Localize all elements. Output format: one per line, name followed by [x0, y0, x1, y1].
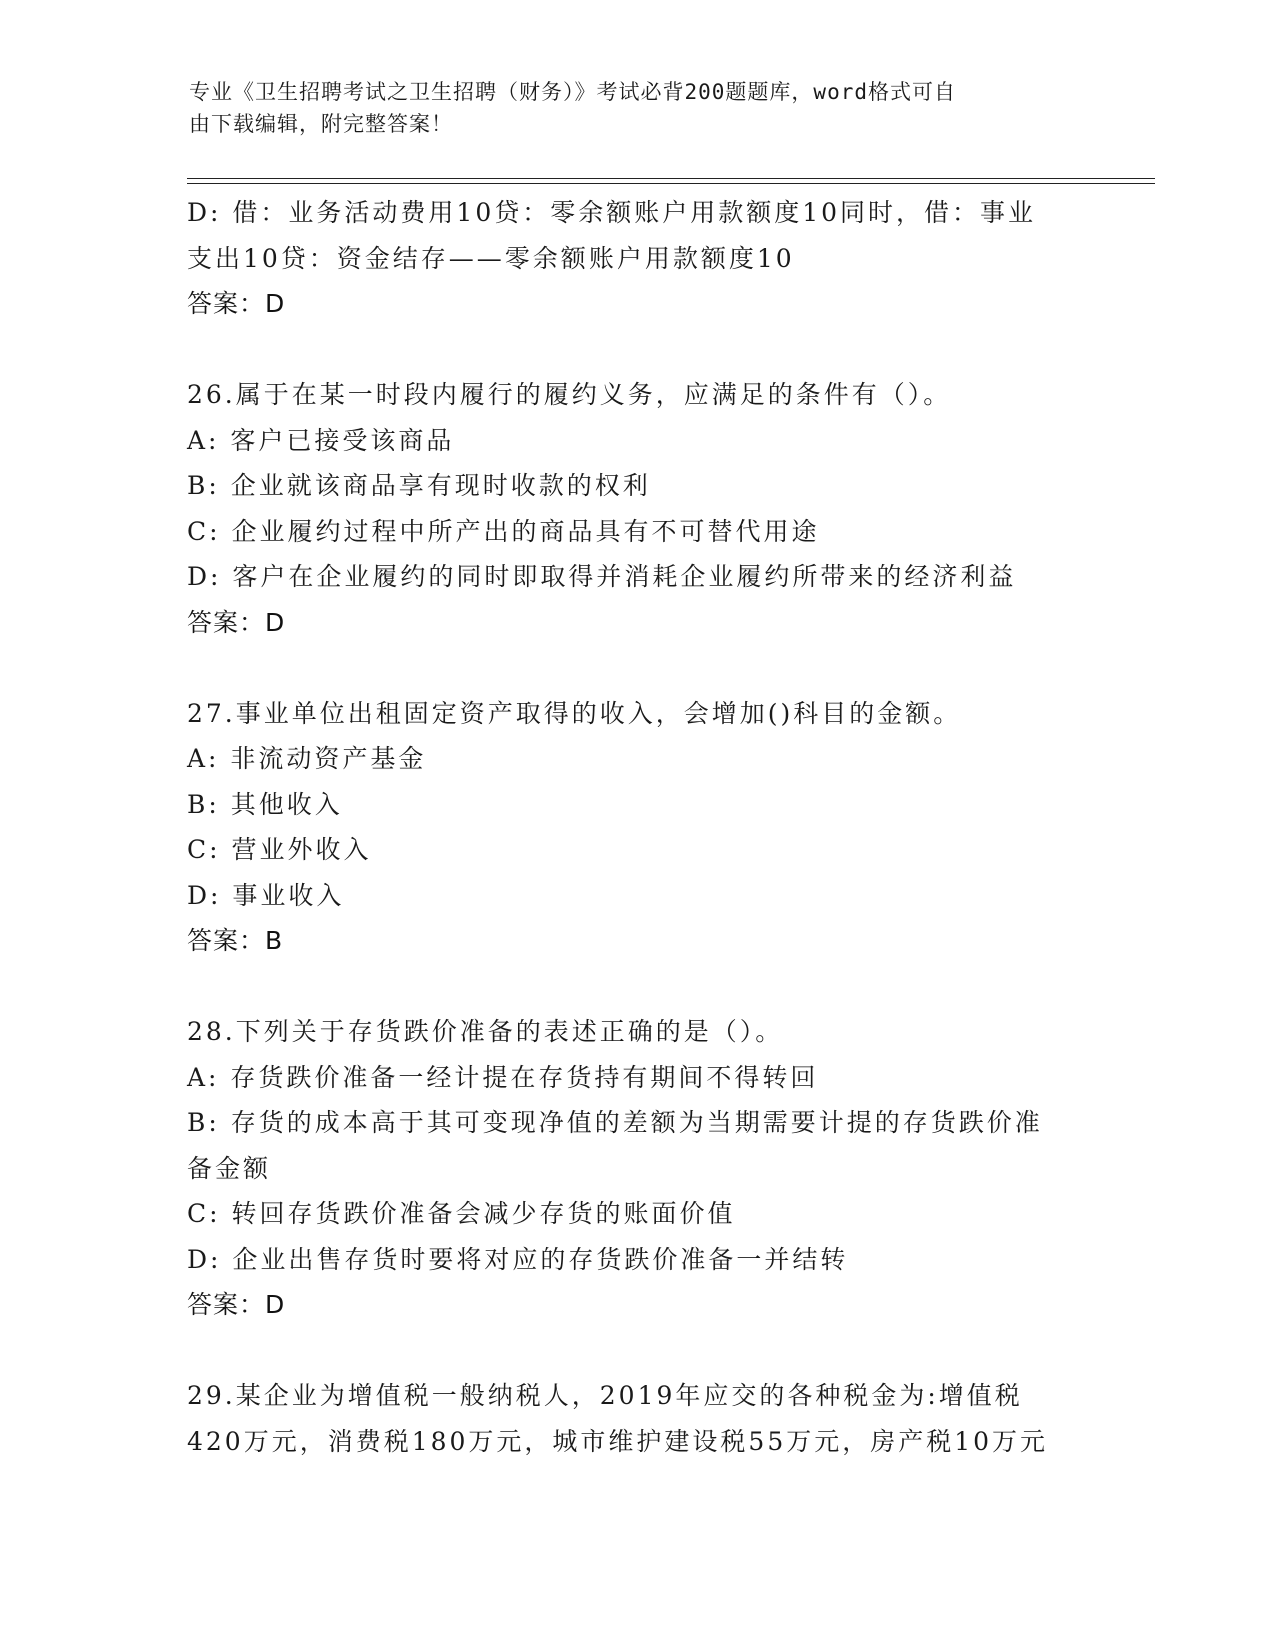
header-divider-bottom [187, 183, 1155, 184]
option-line: C: 企业履约过程中所产出的商品具有不可替代用途 [187, 516, 820, 546]
option-line: B: 存货的成本高于其可变现净值的差额为当期需要计提的存货跌价准 [187, 1108, 1043, 1137]
option-line: D: 企业出售存货时要将对应的存货跌价准备一并结转 [187, 1244, 849, 1274]
option-line: D: 借：业务活动费用10贷：零余额账户用款额度10同时，借：事业 [187, 198, 1037, 227]
option-line: A: 客户已接受该商品 [187, 425, 455, 455]
question-line-continued: 420万元，消费税180万元，城市维护建设税55万元，房产税10万元 [187, 1426, 1049, 1456]
document-header [189, 76, 1069, 140]
option-line: A: 非流动资产基金 [187, 744, 427, 773]
question-line: 28.下列关于存货跌价准备的表述正确的是（）。 [187, 1017, 784, 1046]
option-line: C: 营业外收入 [187, 835, 372, 864]
answer-line: 答案：D [187, 289, 286, 318]
question-line: 27.事业单位出租固定资产取得的收入，会增加()科目的金额。 [187, 698, 962, 728]
answer-line: 答案：D [187, 607, 286, 637]
option-line: C: 转回存货跌价准备会减少存货的账面价值 [187, 1199, 736, 1228]
header-line: 由下载编辑，附完整答案！ [189, 112, 453, 136]
option-line: D: 事业收入 [187, 880, 345, 910]
option-line: D: 客户在企业履约的同时即取得并消耗企业履约所带来的经济利益 [187, 562, 1017, 591]
header-divider-top [187, 178, 1155, 179]
question-line: 29.某企业为增值税一般纳税人，2019年应交的各种税金为:增值税 [187, 1381, 1023, 1410]
option-line: A: 存货跌价准备一经计提在存货持有期间不得转回 [187, 1062, 819, 1092]
blank-line [187, 964, 1087, 1010]
header-line: 专业《卫生招聘考试之卫生招聘（财务）》考试必背200题题库，word格式可自 [189, 80, 956, 104]
blank-line [187, 645, 1087, 691]
answer-line: 答案：B [187, 926, 284, 955]
option-line: B: 企业就该商品享有现时收款的权利 [187, 471, 651, 500]
question-line: 26.属于在某一时段内履行的履约义务，应满足的条件有（）。 [187, 380, 952, 409]
option-line-continued: 备金额 [187, 1153, 272, 1183]
blank-line [187, 1328, 1087, 1374]
answer-line: 答案：D [187, 1290, 286, 1319]
option-line: B: 其他收入 [187, 789, 343, 819]
option-line-continued: 支出10贷：资金结存——零余额账户用款额度10 [187, 243, 795, 273]
blank-line [187, 327, 1087, 373]
document-body [187, 190, 1087, 1464]
